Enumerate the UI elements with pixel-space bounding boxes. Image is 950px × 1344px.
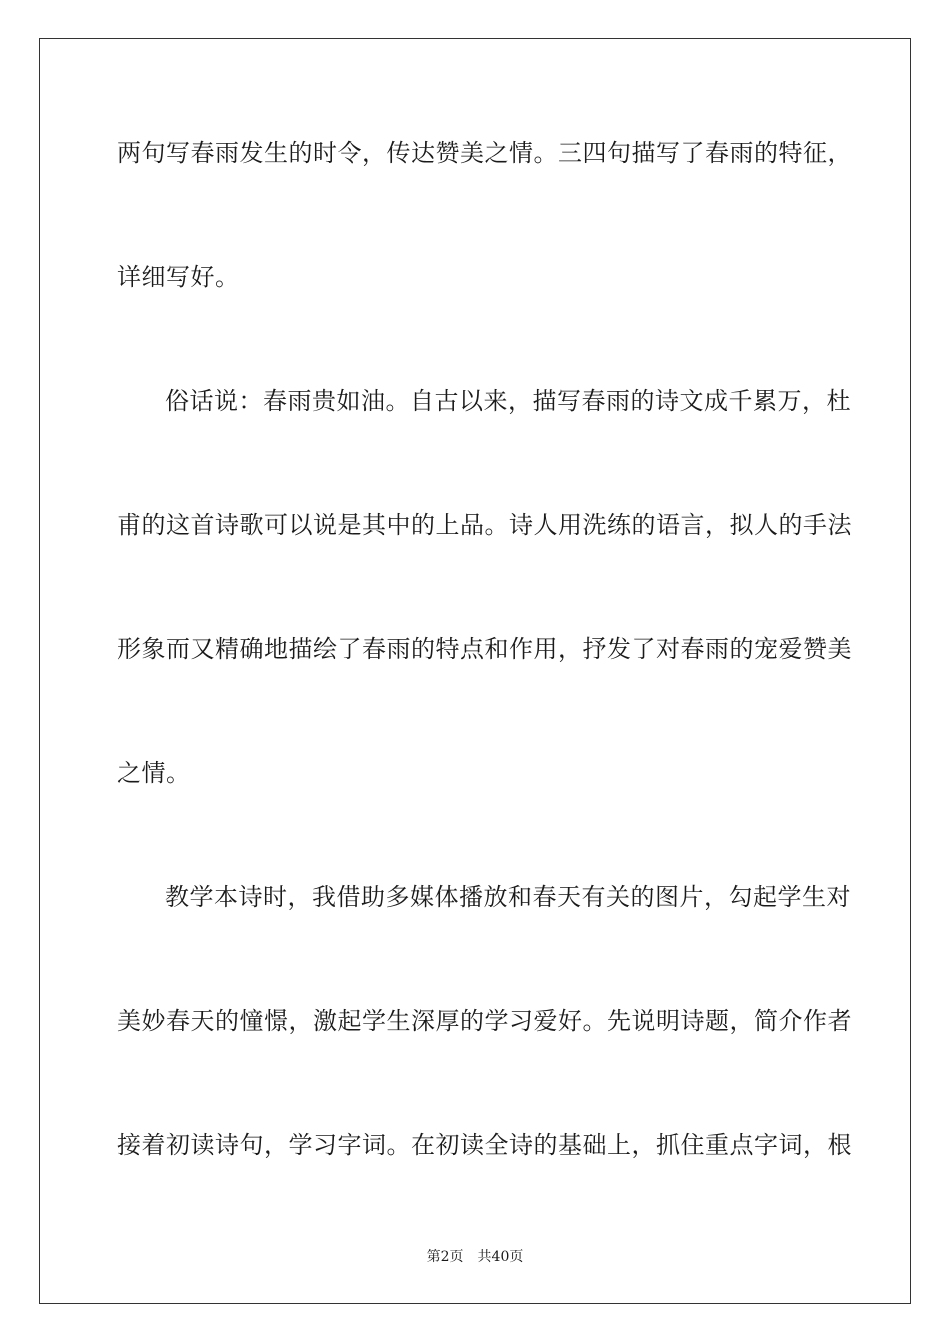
text-line-9: 接着初读诗句，学习字词。在初读全诗的基础上，抓住重点字词，根 [117, 1131, 852, 1159]
text-line-6: 之情。 [117, 759, 191, 787]
text-line-5: 形象而又精确地描绘了春雨的特点和作用，抒发了对春雨的宠爱赞美 [117, 635, 852, 663]
text-line-7: 教学本诗时，我借助多媒体播放和春天有关的图片，勾起学生对 [165, 883, 851, 911]
text-line-8: 美妙春天的憧憬，激起学生深厚的学习爱好。先说明诗题，简介作者 [117, 1007, 852, 1035]
page-total: 共40页 [477, 1249, 524, 1265]
page-border [39, 38, 911, 1304]
text-line-1: 两句写春雨发生的时令，传达赞美之情。三四句描写了春雨的特征， [117, 139, 852, 167]
page-footer [0, 1248, 950, 1266]
text-line-3: 俗话说：春雨贵如油。自古以来，描写春雨的诗文成千累万，杜 [165, 387, 851, 415]
text-line-2: 详细写好。 [117, 263, 240, 291]
page-number: 第2页 [426, 1249, 464, 1265]
text-line-4: 甫的这首诗歌可以说是其中的上品。诗人用洗练的语言，拟人的手法 [117, 511, 852, 539]
